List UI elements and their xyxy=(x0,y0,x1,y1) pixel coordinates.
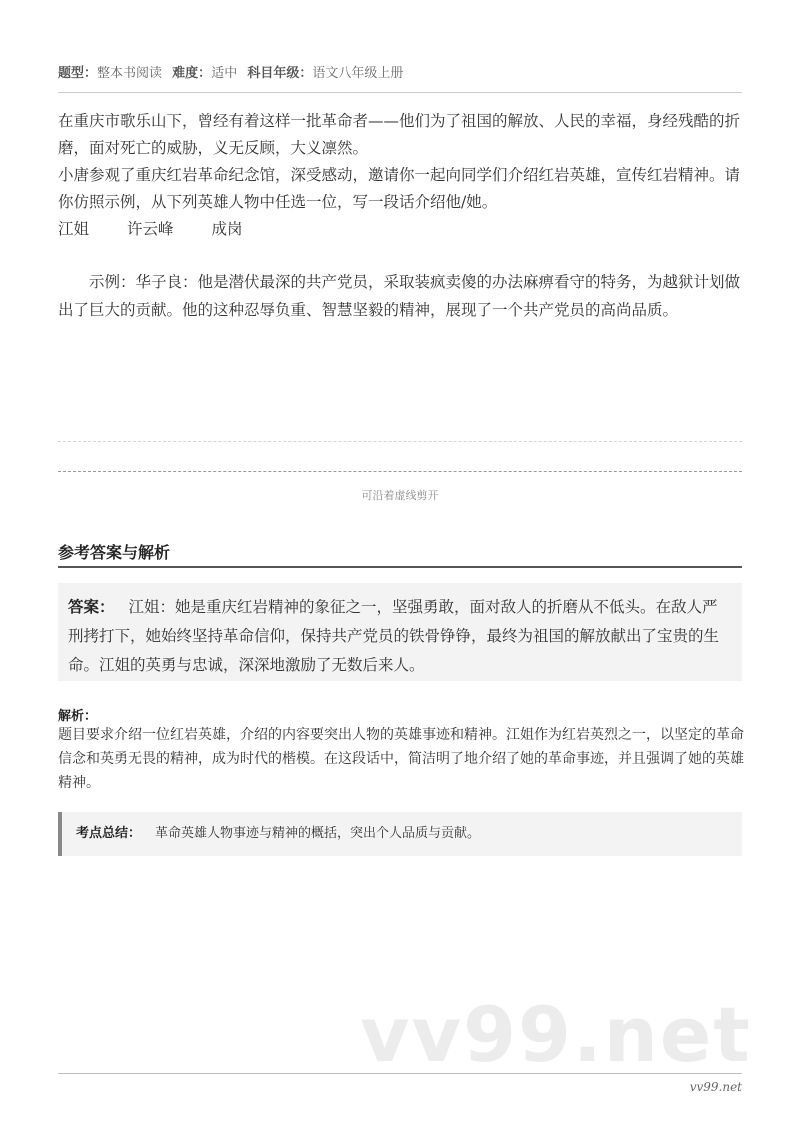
question-meta xyxy=(58,62,742,81)
keypoint-label: 考点总结： xyxy=(76,826,142,841)
answer-section-title: 参考答案与解析 xyxy=(58,543,171,562)
hero-name: 成岗 xyxy=(211,220,243,238)
subject-value: 语文八年级上册 xyxy=(312,66,404,81)
footer-site: vv99.net xyxy=(689,1080,742,1094)
keypoint-box xyxy=(58,812,742,856)
answer-text: 江姐：她是重庆红岩精神的象征之一，坚强勇敢，面对敌人的折磨从不低头。在敌人严刑拷打下，她始终坚持革命信仰，保持共产党员的铁骨铮铮，最终为祖国的解放献出了宝贵的生命。江姐的英勇与忠诚，深深地激励了无数后来人。 xyxy=(68,598,720,674)
example-paragraph: 示例：华子良：他是潜伏最深的共产党员，采取装疯卖傻的办法麻痹看守的特务，为越狱计划做出了巨大的贡献。他的这种忍辱负重、智慧坚毅的精神，展现了一个共产党员的高尚品质。 xyxy=(58,273,741,319)
type-label: 题型： xyxy=(58,66,98,81)
question-paragraph: 小唐参观了重庆红岩革命纪念馆，深受感动，邀请你一起向同学们介绍红岩英雄，宣传红岩精神。请你仿照示例，从下列英雄人物中任选一位，写一段话介绍他/她。 xyxy=(58,166,741,211)
subject-label: 科目年级： xyxy=(247,66,313,81)
answer-box xyxy=(58,583,742,681)
difficulty-label: 难度： xyxy=(172,66,212,81)
analysis-text: 题目要求介绍一位红岩英雄，介绍的内容要突出人物的英雄事迹和精神。江姐作为红岩英烈之一，以坚定的革命信念和英勇无畏的精神，成为时代的楷模。在这段话中，简洁明了地介绍了她的革命事迹，并且强调了她的英雄精神。 xyxy=(58,727,744,791)
header-divider xyxy=(58,92,742,93)
analysis-label: 解析： xyxy=(58,709,98,724)
answer-line xyxy=(58,441,742,442)
answer-section-divider xyxy=(58,566,742,568)
watermark: vv99.net xyxy=(360,990,752,1079)
question-body xyxy=(58,108,748,243)
cut-line-text: 可沿着虚线剪开 xyxy=(361,489,439,502)
type-value: 整本书阅读 xyxy=(97,66,163,81)
difficulty-value: 适中 xyxy=(211,66,238,81)
cut-line xyxy=(58,471,742,472)
keypoint-text: 革命英雄人物事迹与精神的概括，突出个人品质与贡献。 xyxy=(155,826,481,841)
hero-name: 许云峰 xyxy=(127,220,174,238)
question-paragraph: 在重庆市歌乐山下，曾经有着这样一批革命者——他们为了祖国的解放、人民的幸福，身经残酷的折磨，面对死亡的威胁，义无反顾，大义凛然。 xyxy=(58,112,741,157)
footer-divider xyxy=(58,1073,742,1074)
hero-name-list xyxy=(58,216,748,243)
hero-name: 江姐 xyxy=(58,220,90,238)
answer-label: 答案： xyxy=(68,598,115,616)
